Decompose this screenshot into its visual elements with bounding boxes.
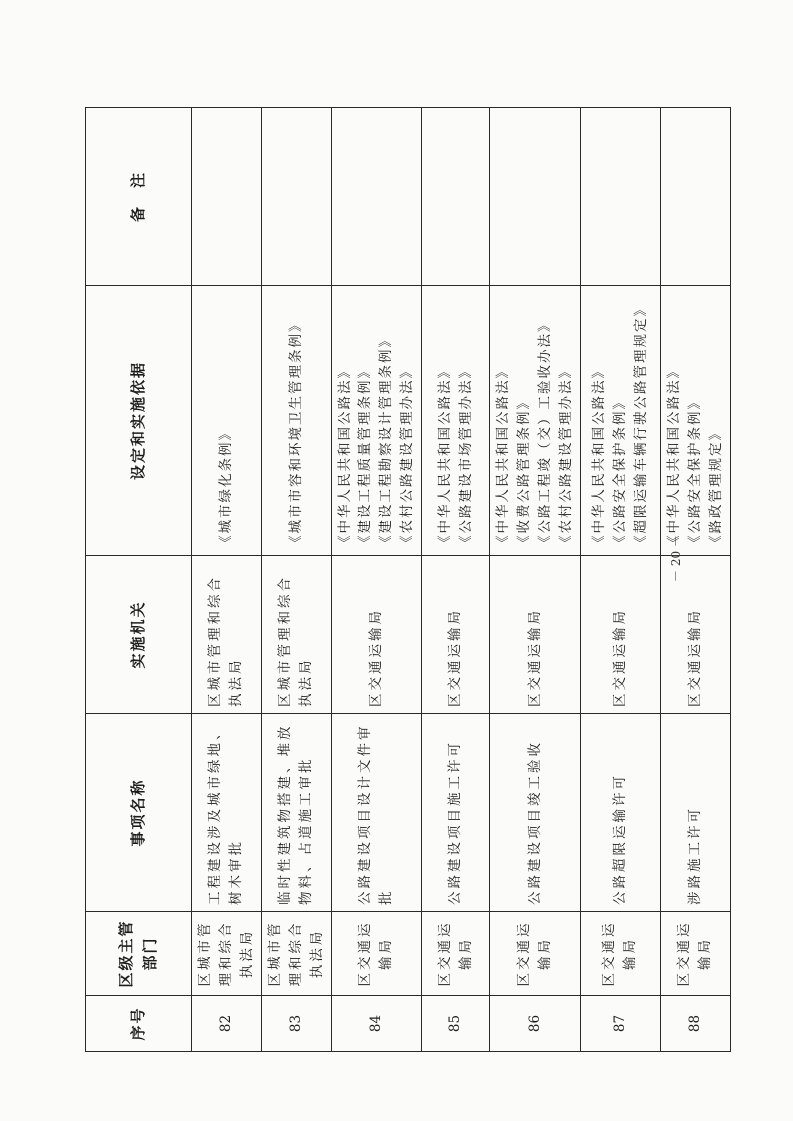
row-number: 85 xyxy=(422,996,490,1052)
row-item-name: 临时性建筑物搭建、堆放物料、占道施工审批 xyxy=(261,714,331,912)
row-agency: 区交通运输局 xyxy=(660,556,730,714)
row-item-name: 涉路施工许可 xyxy=(660,714,730,912)
row-remark xyxy=(261,108,331,286)
row-number: 82 xyxy=(192,996,262,1052)
row-legal-basis xyxy=(331,286,422,556)
row-department: 区交通运输局 xyxy=(490,912,581,996)
row-legal-basis xyxy=(192,286,262,556)
header-dept: 区级主管部门 xyxy=(86,912,192,996)
row-number: 83 xyxy=(261,996,331,1052)
row-item-name: 公路超限运输许可 xyxy=(580,714,660,912)
row-number: 86 xyxy=(490,996,581,1052)
legal-basis-line: 《农村公路建设管理办法》 xyxy=(399,363,416,549)
header-agency: 实施机关 xyxy=(86,556,192,714)
legal-basis-line: 《城市市容和环境卫生管理条例》 xyxy=(287,316,304,549)
row-item-name: 公路建设项目竣工验收 xyxy=(490,714,581,912)
row-item-name: 公路建设项目设计文件审批 xyxy=(331,714,422,912)
row-number: 84 xyxy=(331,996,422,1052)
legal-basis-line: 《中华人民共和国公路法》 xyxy=(495,363,512,549)
legal-basis-line: 《农村公路建设管理办法》 xyxy=(557,363,574,549)
row-remark xyxy=(490,108,581,286)
table-row xyxy=(331,108,422,1052)
table-row xyxy=(490,108,581,1052)
row-legal-basis xyxy=(422,286,490,556)
row-remark xyxy=(660,108,730,286)
row-remark xyxy=(331,108,422,286)
row-number: 88 xyxy=(660,996,730,1052)
legal-basis-line: 《建设工程勘察设计管理条例》 xyxy=(378,332,395,549)
row-agency: 区交通运输局 xyxy=(422,556,490,714)
row-agency: 区交通运输局 xyxy=(490,556,581,714)
legal-basis-line: 《建设工程质量管理条例》 xyxy=(357,363,374,549)
legal-basis-line: 《公路工程竣（交）工验收办法》 xyxy=(537,316,554,549)
row-department: 区城市管理和综合执法局 xyxy=(261,912,331,996)
header-name: 事项名称 xyxy=(86,714,192,912)
legal-basis-line: 《中华人民共和国公路法》 xyxy=(591,363,608,549)
row-legal-basis xyxy=(261,286,331,556)
row-legal-basis xyxy=(580,286,660,556)
legal-basis-line: 《公路建设市场管理办法》 xyxy=(457,363,474,549)
table-row xyxy=(422,108,490,1052)
legal-basis-line: 《中华人民共和国公路法》 xyxy=(436,363,453,549)
row-department: 区交通运输局 xyxy=(422,912,490,996)
legal-basis-line: 《收费公路管理条例》 xyxy=(516,394,533,549)
legal-basis-line: 《超限运输车辆行驶公路管理规定》 xyxy=(632,301,649,549)
row-department: 区交通运输局 xyxy=(660,912,730,996)
legal-basis-line: 《中华人民共和国公路法》 xyxy=(666,363,683,549)
row-item-name: 工程建设涉及城市绿地、树木审批 xyxy=(192,714,262,912)
header-no: 序号 xyxy=(86,996,192,1052)
legal-basis-line: 《路政管理规定》 xyxy=(707,425,724,549)
page-number: － 20 － xyxy=(668,535,683,582)
legal-basis-line: 《公路安全保护条例》 xyxy=(686,394,703,549)
row-remark xyxy=(422,108,490,286)
table-row xyxy=(261,108,331,1052)
table-row xyxy=(580,108,660,1052)
row-department: 区城市管理和综合执法局 xyxy=(192,912,262,996)
row-department: 区交通运输局 xyxy=(331,912,422,996)
row-agency: 区城市管理和综合执法局 xyxy=(261,556,331,714)
row-agency: 区交通运输局 xyxy=(331,556,422,714)
header-basis: 设定和实施依据 xyxy=(86,286,192,556)
row-department: 区交通运输局 xyxy=(580,912,660,996)
row-agency: 区交通运输局 xyxy=(580,556,660,714)
legal-basis-line: 《公路安全保护条例》 xyxy=(611,394,628,549)
table-header-row xyxy=(86,108,192,1052)
legal-basis-line: 《城市绿化条例》 xyxy=(217,425,234,549)
table-body xyxy=(192,108,731,1052)
row-agency: 区城市管理和综合执法局 xyxy=(192,556,262,714)
row-number: 87 xyxy=(580,996,660,1052)
header-remark: 备 注 xyxy=(86,108,192,286)
table-row xyxy=(192,108,262,1052)
legal-basis-line: 《中华人民共和国公路法》 xyxy=(336,363,353,549)
row-legal-basis xyxy=(660,286,730,556)
administrative-items-table xyxy=(85,107,731,1052)
row-legal-basis xyxy=(490,286,581,556)
row-item-name: 公路建设项目施工许可 xyxy=(422,714,490,912)
row-remark xyxy=(580,108,660,286)
row-remark xyxy=(192,108,262,286)
